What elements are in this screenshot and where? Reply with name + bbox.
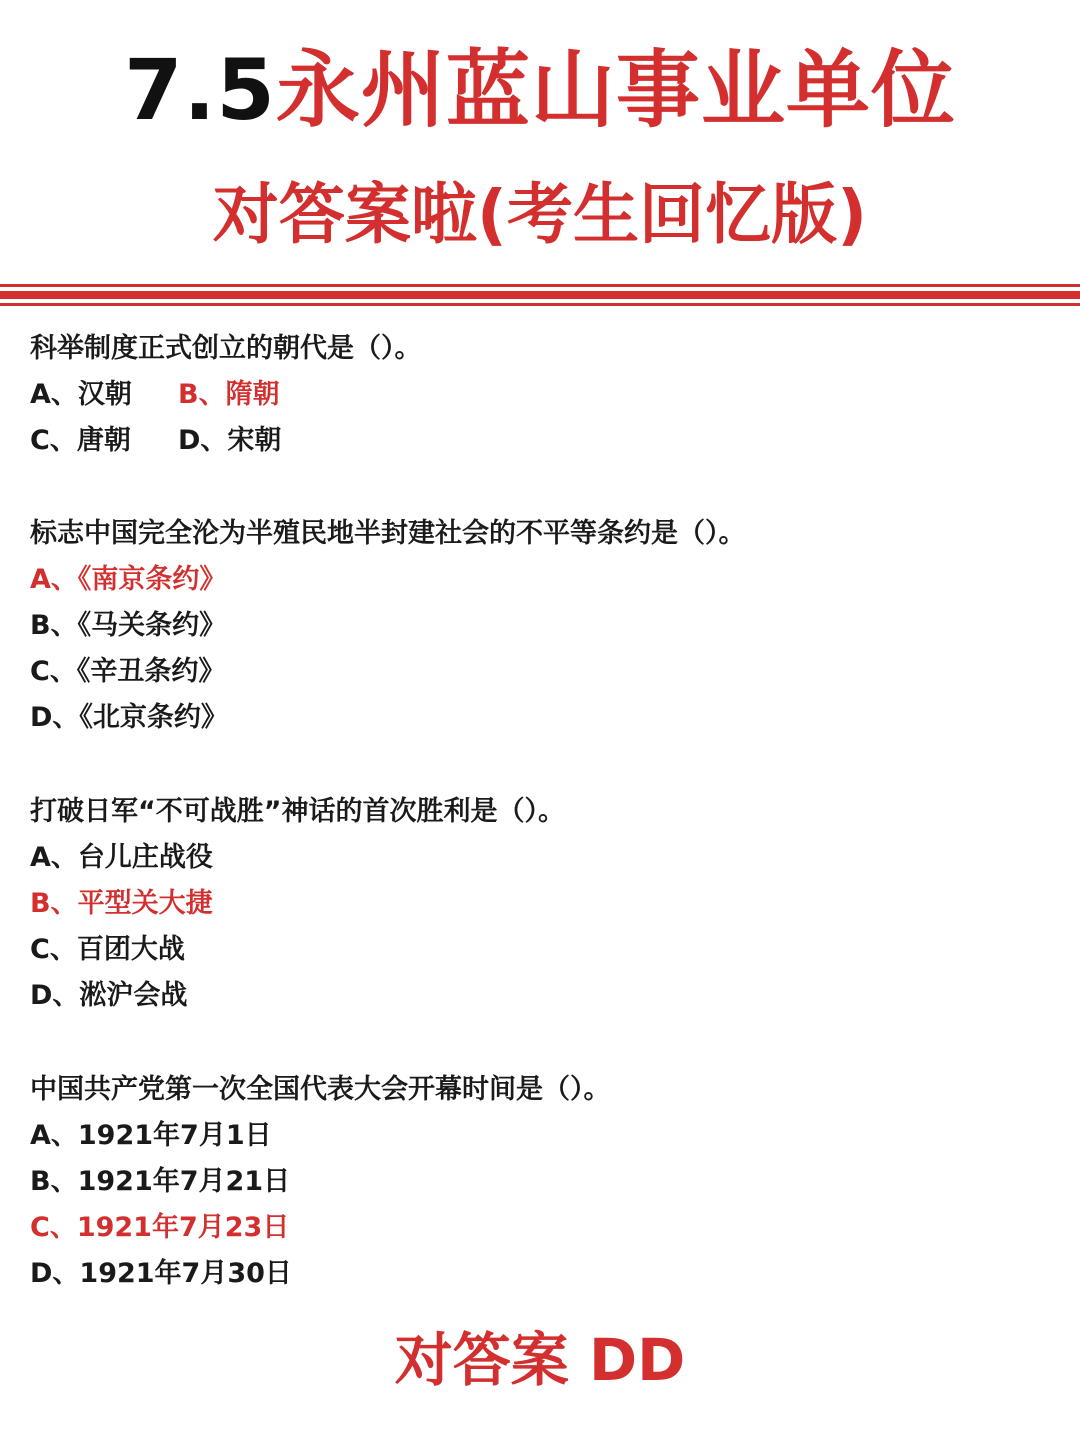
option-d: D、1921年7月30日 (30, 1258, 292, 1289)
page-title (0, 40, 1080, 140)
question-text: 中国共产党第一次全国代表大会开幕时间是（）。 (30, 1074, 611, 1105)
title-main: 永州蓝山事业单位 (275, 41, 956, 139)
option-row (30, 372, 1060, 418)
option-a: A、1921年7月1日 (30, 1120, 272, 1151)
divider-top (0, 284, 1080, 287)
option-b: B、1921年7月21日 (30, 1166, 291, 1197)
option-b: B、《马关条约》 (30, 610, 227, 641)
option-a: A、台儿庄战役 (30, 842, 213, 873)
option-c-correct: C、1921年7月23日 (30, 1212, 290, 1243)
question-2 (30, 511, 1060, 741)
divider-main (0, 291, 1080, 299)
option-d: D、《北京条约》 (30, 702, 228, 733)
question-3 (30, 789, 1060, 1019)
option-a-correct: A、《南京条约》 (30, 564, 227, 595)
option-b-correct: B、隋朝 (178, 379, 280, 410)
option-c: C、唐朝 (30, 425, 131, 456)
option-a: A、汉朝 (30, 379, 132, 410)
option-c: C、《辛丑条约》 (30, 656, 226, 687)
question-text: 标志中国完全沦为半殖民地半封建社会的不平等条约是（）。 (30, 518, 746, 549)
option-d: D、淞沪会战 (30, 980, 188, 1011)
option-c: C、百团大战 (30, 934, 185, 965)
option-row (30, 418, 1060, 464)
footer-label: 对答案 DD (394, 1326, 686, 1394)
question-text: 科举制度正式创立的朝代是（）。 (30, 333, 422, 364)
page-subtitle: 对答案啦(考生回忆版) (212, 176, 868, 253)
title-date: 7.5 (124, 41, 276, 139)
divider-bottom (0, 303, 1080, 306)
option-b-correct: B、平型关大捷 (30, 888, 213, 919)
question-text: 打破日军“不可战胜”神话的首次胜利是（）。 (30, 796, 565, 827)
question-4 (30, 1067, 1060, 1297)
question-1 (30, 326, 1060, 464)
option-d: D、宋朝 (178, 425, 282, 456)
